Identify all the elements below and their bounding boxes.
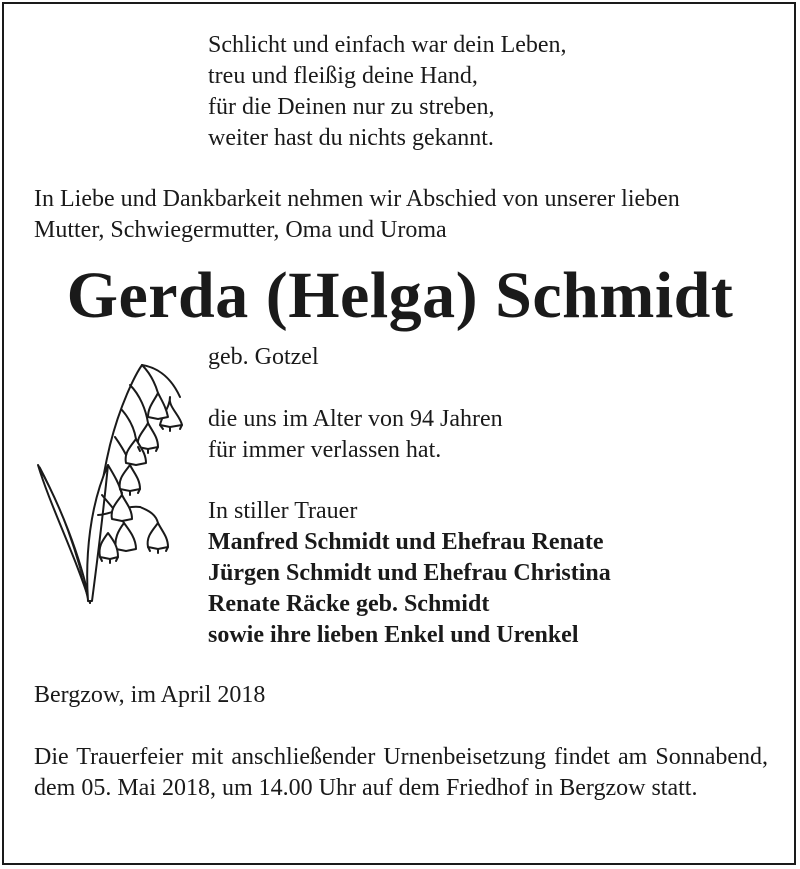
funeral-notice: Die Trauerfeier mit anschließender Urnenbeisetzung findet am Sonnabend, dem 05. Mai 2018, um 14.00 Uhr auf dem Friedhof in Bergzow statt. — [34, 744, 768, 801]
poem-line: für die Deinen nur zu streben, — [208, 94, 495, 120]
intro-text — [34, 184, 680, 246]
mourner-name: sowie ihre lieben Enkel und Urenkel — [208, 622, 579, 648]
poem-line: weiter hast du nichts gekannt. — [208, 125, 494, 151]
mourning-heading: In stiller Trauer — [208, 498, 358, 524]
mourner-name: Renate Räcke geb. Schmidt — [208, 591, 490, 617]
intro-line: In Liebe und Dankbarkeit nehmen wir Abschied von unserer lieben — [34, 186, 680, 212]
mourner-name: Manfred Schmidt und Ehefrau Renate — [208, 529, 604, 555]
maiden-name: geb. Gotzel — [208, 344, 319, 370]
deceased-name: Gerda (Helga) Schmidt — [66, 259, 734, 332]
age-line: die uns im Alter von 94 Jahren — [208, 406, 503, 432]
mourner-name: Jürgen Schmidt und Ehefrau Christina — [208, 560, 611, 586]
poem-line: Schlicht und einfach war dein Leben, — [208, 32, 567, 58]
age-line: für immer verlassen hat. — [208, 437, 442, 463]
place-date: Bergzow, im April 2018 — [34, 682, 266, 708]
poem-line: treu und fleißig deine Hand, — [208, 63, 478, 89]
poem — [208, 30, 567, 154]
lily-of-the-valley-icon — [30, 355, 200, 605]
intro-line: Mutter, Schwiegermutter, Oma und Uroma — [34, 217, 447, 243]
age-statement — [208, 404, 503, 466]
mourners-block — [208, 496, 611, 651]
